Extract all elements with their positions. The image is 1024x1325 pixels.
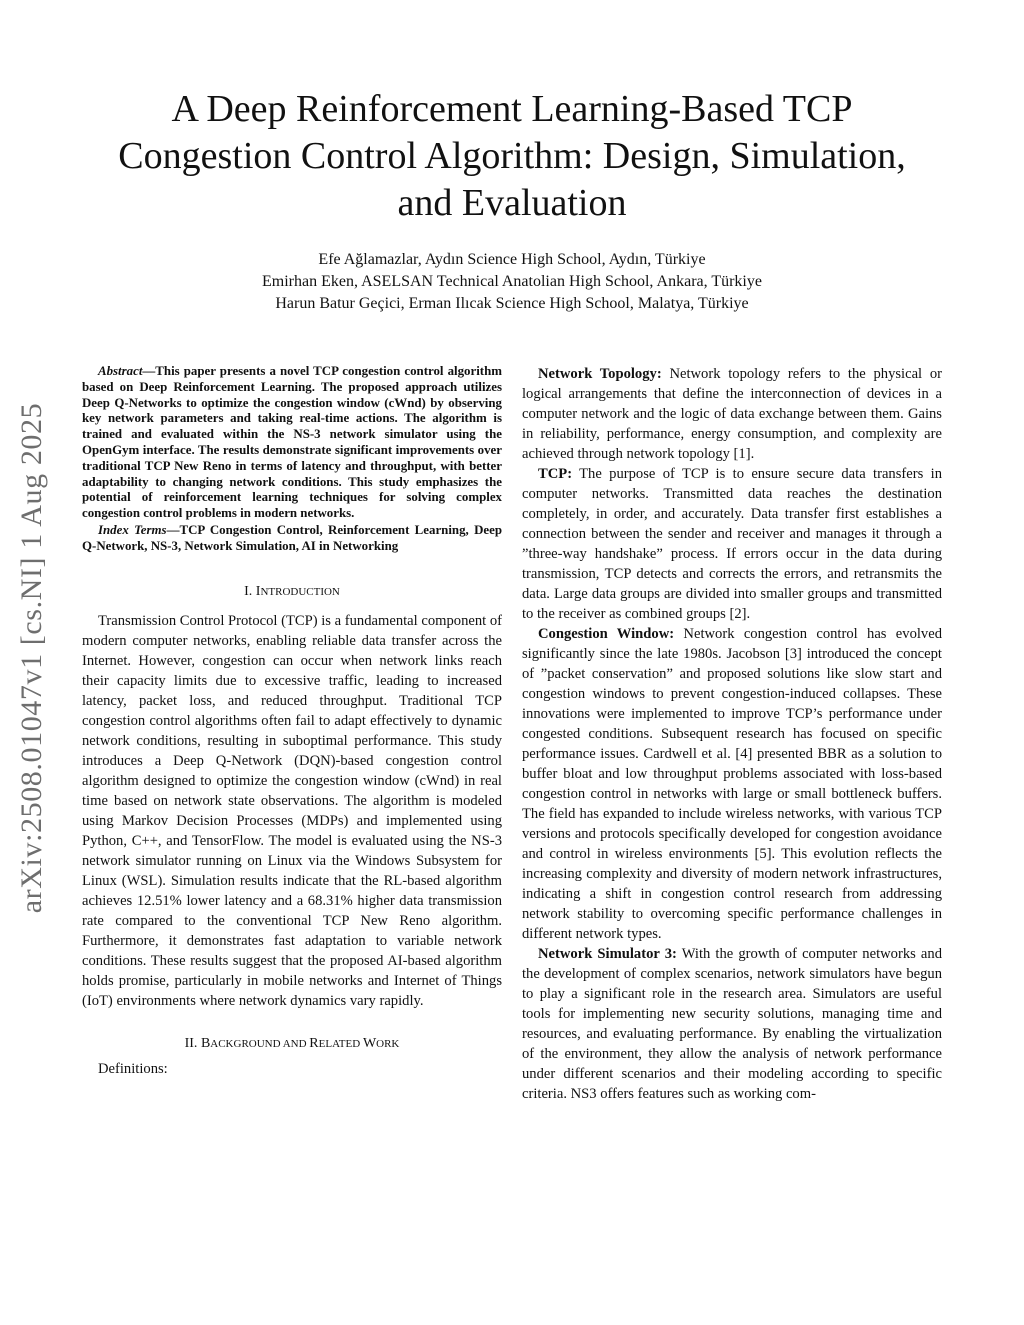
index-terms (82, 523, 502, 555)
definition-network-topology (522, 364, 942, 464)
introduction-paragraph: Transmission Control Protocol (TCP) is a fundamental component of modern computer networks, enabling reliable data transfer across the Internet. However, congestion can occur when network links reach their capacity limits due to excessive traffic, leading to increased latency, packet loss, and reduced throughput. Traditional TCP congestion control algorithms often fail to adapt effectively to dynamic network conditions, resulting in suboptimal performance. This study introduces a Deep Q-Network (DQN)-based congestion control algorithm designed to optimize the congestion window (cWnd) in real time based on network state observations. The algorithm is modeled using Markov Decision Processes (MDPs) and implemented using Python, C++, and TensorFlow. The model is evaluated using the NS-3 network simulator running on Linux via the Windows Subsystem for Linux (WSL). Simulation results indicate that the RL-based algorithm achieves 12.51% lower latency and a 68.31% higher data transmission rate compared to the conventional TCP New Reno algorithm. Furthermore, it demonstrates fast adaptation to variable network conditions. These results suggest that the proposed AI-based algorithm holds promise, particularly in mobile networks and Internet of Things (IoT) environments where network dynamics vary rapidly. (82, 612, 503, 1009)
definition-text: The purpose of TCP is to ensure secure data transfers in computer networks. Transmitted data reaches the destination completely, in order, and accurately. Data transfer first establishes a connection between the sender and receiver and manages it through a ”three-way handshake” process. If errors occur in the data during transmission, TCP detects and corrects the errors, and retransmits the data. Large data groups are divided into smaller groups and transmitted to the receiver as combined groups [2]. (522, 466, 942, 622)
section-heading-introduction: I. INTRODUCTION (244, 583, 340, 599)
definition-tcp (522, 464, 942, 624)
author-line: Efe Ağlamazlar, Aydın Science High School, Aydın, Türkiye (318, 251, 706, 268)
right-column (522, 364, 942, 1104)
arxiv-identifier: arXiv:2508.01047v1 [cs.NI] 1 Aug 2025 (15, 402, 48, 914)
title-line: and Evaluation (397, 182, 627, 224)
definitions-label: Definitions: (98, 1060, 168, 1077)
index-terms-text: —TCP Congestion Control, Reinforcement Learning, Deep Q-Network, NS-3, Network Simulation, AI in Networking (82, 522, 502, 553)
definition-text: With the growth of computer networks and the development of complex scenarios, network simulators have begun to play a significant role in the research area. Simulators are useful tools for implementing new security solutions, managing time and resources, and evaluating performance. By enabling the virtualization of the environment, they allow the analysis of network performance under different scenarios and their modeling according to specific criteria. NS3 offers features such as working com- (522, 946, 942, 1102)
definition-text: Network congestion control has evolved significantly since the late 1980s. Jacobson [3] introduced the concept of ”packet conservation” and proposed solutions like slow start and congestion windows to prevent congestion-induced collapses. These innovations were implemented to improve TCP’s performance under congested conditions. Subsequent research has focused on specific performance issues. Cardwell et al. [4] presented BBR as a solution to buffer bloat and low throughput problems associated with loss-based congestion control in networks with large or small bottleneck buffers. The field has expanded to include wireless networks, with various TCP versions and protocols specifically developed for congestion avoidance and control in wireless environments [5]. This evolution reflects the increasing complexity and diversity of modern network infrastructures, indicating a shift in congestion control research from addressing network stability to overcoming specific performance challenges in different network types. (522, 626, 942, 942)
definition-text: Network topology refers to the physical or logical arrangements that define the interconnection of devices in a computer network and the logic of data exchange between them. Gains in reliability, performance, energy consumption, and complexity are achieved through network topology [1]. (522, 366, 942, 462)
abstract (82, 364, 502, 522)
abstract-label: Abstract (98, 364, 143, 378)
definition-congestion-window (522, 624, 942, 944)
title-line: A Deep Reinforcement Learning-Based TCP (171, 88, 853, 130)
section-heading-background: II. BACKGROUND AND RELATED WORK (184, 1035, 400, 1051)
author-list (60, 249, 964, 315)
paper-title (60, 86, 964, 227)
definition-term: Congestion Window: (538, 626, 675, 642)
definition-term: TCP: (538, 466, 573, 482)
definition-term: Network Topology: (538, 366, 662, 382)
title-line: Congestion Control Algorithm: Design, Simulation, (118, 135, 906, 177)
left-column (82, 364, 502, 1079)
abstract-text: —This paper presents a novel TCP congestion control algorithm based on Deep Reinforcement Learning. The proposed approach utilizes Deep Q-Networks to optimize the congestion window (cWnd) by observing key network parameters and taking real-time actions. The algorithm is trained and evaluated within the NS-3 network simulator using the OpenGym interface. The results demonstrate significant improvements over traditional TCP New Reno in terms of latency and throughput, with better adaptability to changing network conditions. This study emphasizes the potential of reinforcement learning techniques for solving complex congestion control problems in modern networks. (82, 364, 502, 521)
author-line: Emirhan Eken, ASELSAN Technical Anatolian High School, Ankara, Türkiye (262, 273, 762, 290)
author-line: Harun Batur Geçici, Erman Ilıcak Science High School, Malatya, Türkiye (275, 295, 749, 312)
definition-ns3 (522, 944, 942, 1104)
arxiv-sidebar (4, 378, 60, 938)
index-terms-label: Index Terms (98, 522, 167, 537)
definition-term: Network Simulator 3: (538, 946, 677, 962)
